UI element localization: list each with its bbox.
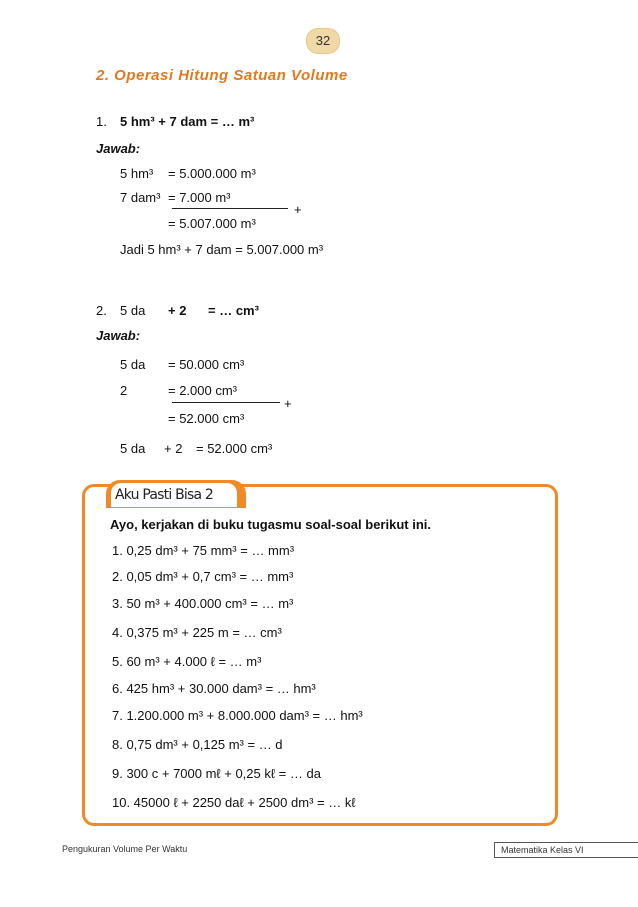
exercise-instruction: Ayo, kerjakan di buku tugasmu soal-soal berikut ini. xyxy=(110,517,431,532)
problem2-number: 2. xyxy=(96,303,107,318)
problem1-line2-left: 7 dam³ xyxy=(120,190,161,205)
problem2-question-c: = … cm³ xyxy=(208,303,259,318)
problem1-line1-left: 5 hm³ xyxy=(120,166,154,181)
exercise-item: 7. 1.200.000 m³ + 8.000.000 dam³ = … hm³ xyxy=(112,708,363,723)
problem2-question-b: + 2 xyxy=(168,303,187,318)
exercise-item: 3. 50 m³ + 400.000 cm³ = … m³ xyxy=(112,596,294,611)
problem1-conclusion: Jadi 5 hm³ + 7 dam = 5.007.000 m³ xyxy=(120,242,324,257)
problem2-line1-left: 5 da xyxy=(120,357,146,372)
problem2-result: = 52.000 cm³ xyxy=(168,411,245,426)
sum-line-2 xyxy=(172,402,280,403)
exercise-item: 6. 425 hm³ + 30.000 dam³ = … hm³ xyxy=(112,681,316,696)
problem2-line2-right: = 2.000 cm³ xyxy=(168,383,238,398)
exercise-item: 2. 0,05 dm³ + 0,7 cm³ = … mm³ xyxy=(112,569,294,584)
section-title: 2. Operasi Hitung Satuan Volume xyxy=(96,67,348,84)
exercise-item: 9. 300 c + 7000 mℓ + 0,25 kℓ = … da xyxy=(112,766,321,781)
problem1-plus: + xyxy=(294,202,302,217)
exercise-item: 4. 0,375 m³ + 225 m = … cm³ xyxy=(112,625,282,640)
problem2-plus: + xyxy=(284,396,292,411)
exercise-item: 8. 0,75 dm³ + 0,125 m³ = … d xyxy=(112,737,283,752)
problem2-conclusion-b: + 2 xyxy=(164,441,183,456)
problem2-question-a: 5 da xyxy=(120,303,146,318)
problem1-question: 5 hm³ + 7 dam = … m³ xyxy=(120,114,255,129)
page-number: 32 xyxy=(306,28,340,54)
problem2-conclusion-c: = 52.000 cm³ xyxy=(196,441,273,456)
sum-line-1 xyxy=(172,208,288,209)
exercise-item: 10. 45000 ℓ + 2250 daℓ + 2500 dm³ = … kℓ xyxy=(112,795,356,810)
problem1-line2-right: = 7.000 m³ xyxy=(168,190,231,205)
problem2-line2-left: 2 xyxy=(120,383,128,398)
exercise-item: 5. 60 m³ + 4.000 ℓ = … m³ xyxy=(112,654,262,669)
exercise-tab-label: Aku Pasti Bisa 2 xyxy=(115,487,214,503)
problem2-line1-right: = 50.000 cm³ xyxy=(168,357,245,372)
exercise-item: 1. 0,25 dm³ + 75 mm³ = … mm³ xyxy=(112,543,295,558)
problem1-jawab: Jawab: xyxy=(96,141,141,156)
problem1-result: = 5.007.000 m³ xyxy=(168,216,256,231)
footer-subject: Matematika Kelas VI xyxy=(494,842,638,858)
problem1-line1-right: = 5.000.000 m³ xyxy=(168,166,256,181)
problem2-conclusion-a: 5 da xyxy=(120,441,146,456)
footer-book-title: Pengukuran Volume Per Waktu xyxy=(62,844,188,854)
problem2-jawab: Jawab: xyxy=(96,328,141,343)
problem1-number: 1. xyxy=(96,114,107,129)
